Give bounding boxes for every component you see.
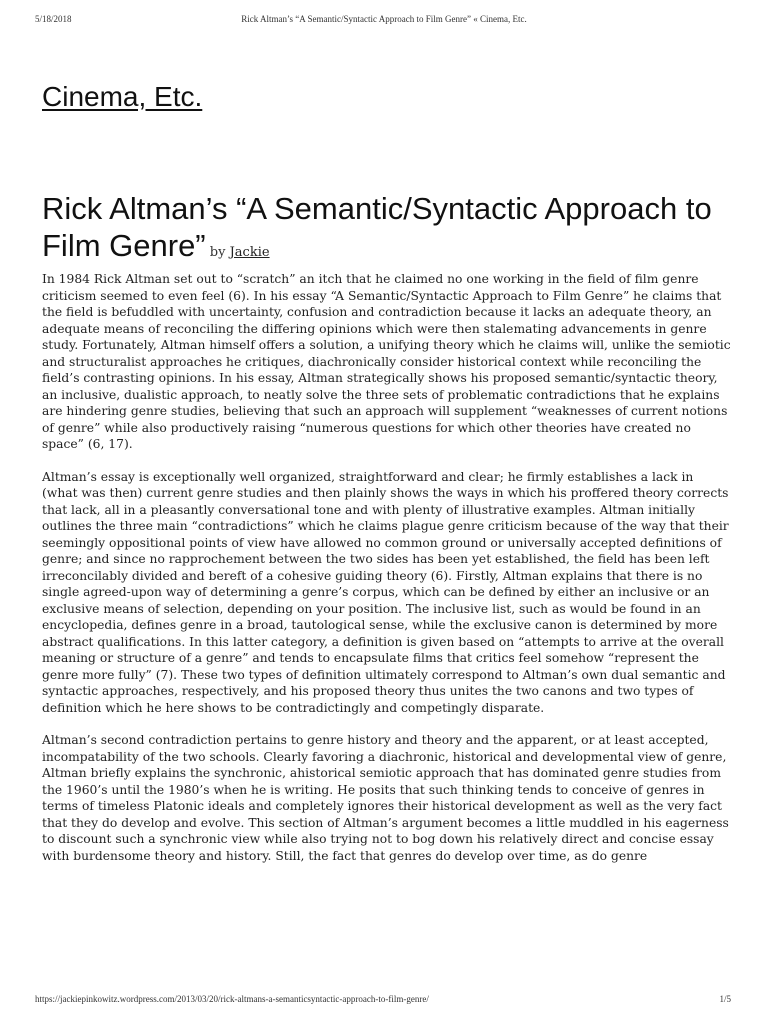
post-body <box>42 271 732 864</box>
post-paragraph: Altman’s second contradiction pertains to genre history and theory and the apparent, or at least accepted, incompatability of the two schools. Clearly favoring a diachronic, historical and developmental view of genre, Altman briefly explains the synchronic, ahistorical semiotic approach that has dominated genre studies from the 1960’s until the 1980’s when he is writing. He posits that such thinking tends to conceive of genres in terms of timeless Platonic ideals and completely ignores their historical development as well as the very fact that they do develop and evolve. This section of Altman’s argument becomes a little muddled in his eagerness to discount such a synchronic view while also trying not to bog down his relatively direct and concise essay with burdensome theory and history. Still, the fact that genres do develop over time, as do genre <box>42 733 729 863</box>
site-title-link[interactable]: Cinema, Etc. <box>42 81 203 112</box>
post-paragraph: In 1984 Rick Altman set out to “scratch” an itch that he claimed no one working in the field of film genre criticism seemed to even feel (6). In his essay “A Semantic/Syntactic Approach to Film Genre” he claims that the field is befuddled with uncertainty, confusion and contradiction because it lacks an adequate theory, an adequate means of reconciling the differing opinions which were then stalemating advancements in genre study. Fortunately, Altman himself offers a solution, a unifying theory which he claims will, unlike the semiotic and structuralist approaches he critiques, diachronically consider historical context while reconciling the field’s contrasting opinions. In his essay, Altman strategically shows his proposed semantic/syntactic theory, an inclusive, dualistic approach, to neatly solve the three sets of problematic contradictions that he explains are hindering genre studies, believing that such an approach will supplement “weaknesses of current notions of genre” while also productively raising “numerous questions for which other theories have created no space” (6, 17). <box>42 272 731 451</box>
print-page-title: Rick Altman’s “A Semantic/Syntactic Approach to Film Genre” « Cinema, Etc. <box>241 14 527 24</box>
byline <box>206 245 270 260</box>
post-paragraph: Altman’s essay is exceptionally well organized, straightforward and clear; he firmly establishes a lack in (what was then) current genre studies and then plainly shows the ways in which his proffered theory corrects that lack, all in a pleasantly conversational tone and with plenty of illustrative examples. Altman initially outlines the three main “contradictions” which he claims plague genre criticism because of the way that their seemingly oppositional points of view have allowed no common ground or universally accepted definitions of genre; and since no rapprochement between the two sides has been yet established, the field has been left irreconcilably divided and bereft of a cohesive guiding theory (6). Firstly, Altman explains that there is no single agreed-upon way of determining a genre’s corpus, which can be defined by either an inclusive or an exclusive means of selection, depending on your position. The inclusive list, such as would be found in an encyclopedia, defines genre in a broad, tautological sense, while the exclusive canon is determined by more abstract qualifications. In this latter category, a definition is given based on “attempts to arrive at the overall meaning or structure of a genre” and tends to encapsulate films that critics feel somehow “represent the genre more fully” (7). These two types of definition ultimately correspond to Altman’s own dual semantic and syntactic approaches, respectively, and his proposed theory thus unites the two canons and two types of definition which he here shows to be contradictingly and competingly disparate. <box>42 469 729 715</box>
print-date: 5/18/2018 <box>35 14 72 24</box>
post-title <box>42 190 732 271</box>
author-link[interactable]: Jackie <box>229 245 270 260</box>
byline-label: by <box>205 245 230 260</box>
print-footer <box>0 994 768 1008</box>
post-article <box>42 190 732 880</box>
print-page-number: 1/5 <box>719 994 731 1004</box>
post-title-text: Rick Altman’s “A Semantic/Syntactic Approach to Film Genre” <box>42 191 712 263</box>
print-header <box>0 14 768 28</box>
print-url: https://jackiepinkowitz.wordpress.com/2013/03/20/rick-altmans-a-semanticsyntactic-approach-to-film-genre/ <box>35 994 429 1004</box>
